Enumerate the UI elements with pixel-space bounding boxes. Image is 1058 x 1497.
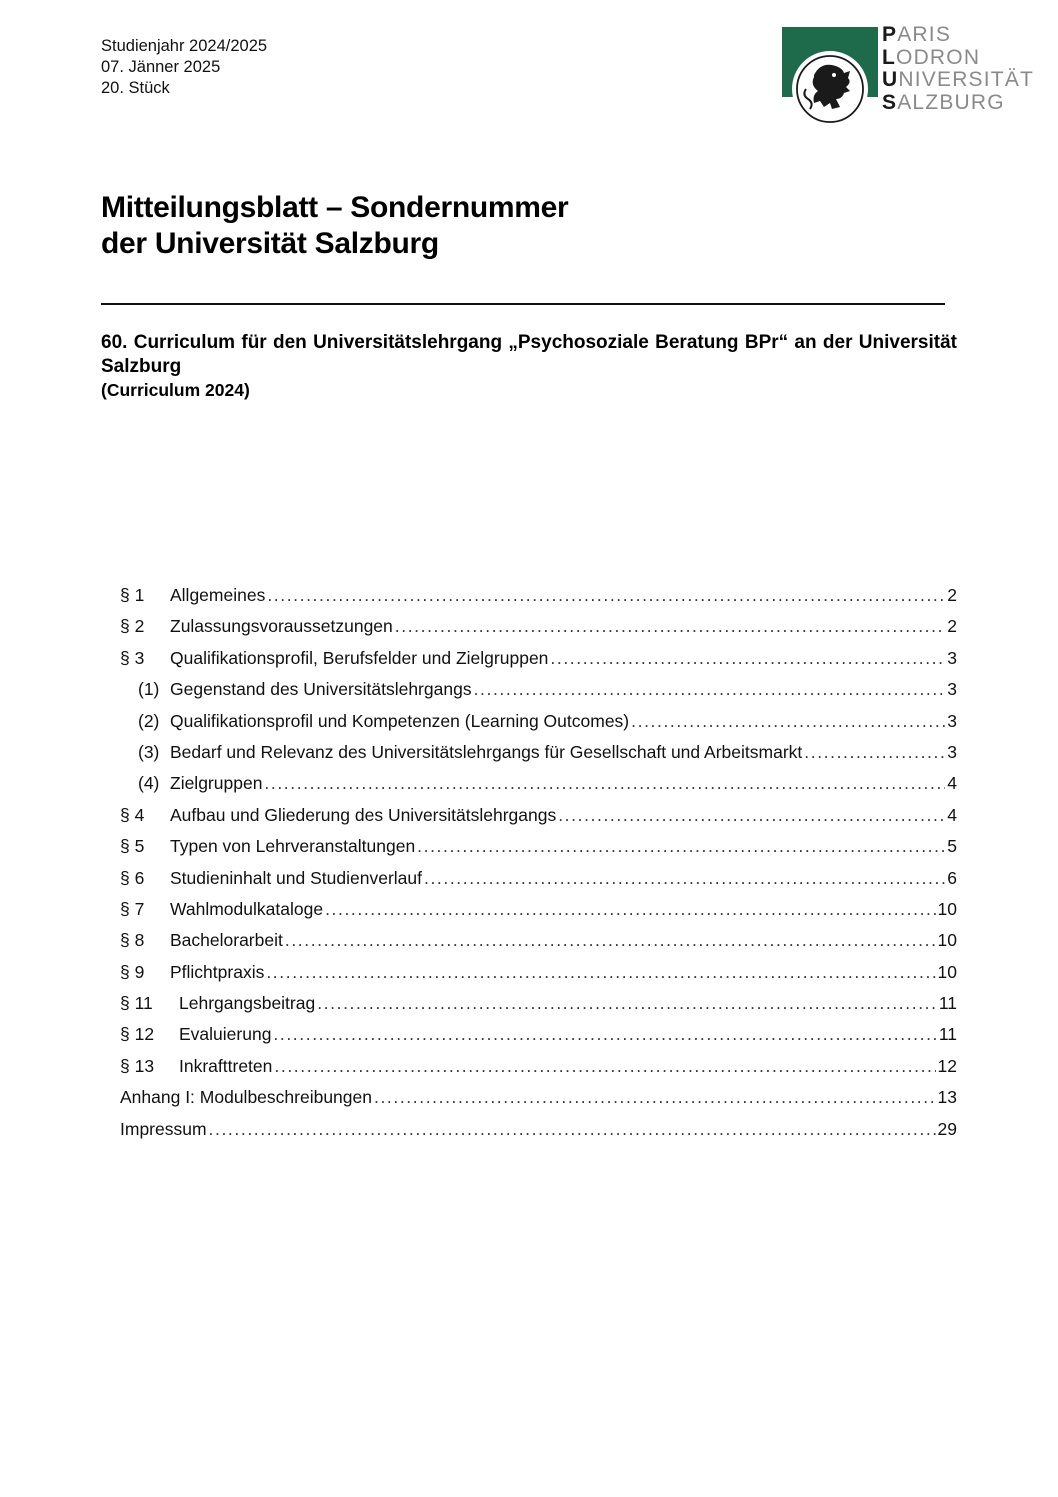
toc-entry-page: 11	[938, 993, 957, 1014]
curriculum-title	[101, 331, 957, 401]
toc-leader-dots	[274, 1053, 935, 1079]
academic-year: Studienjahr 2024/2025	[101, 37, 268, 55]
page-title	[101, 190, 568, 262]
toc-entry[interactable]	[120, 1053, 957, 1084]
toc-entry-label[interactable]: Aufbau und Gliederung des Universitätslehrgangs	[170, 804, 557, 825]
toc-entry[interactable]	[120, 865, 957, 896]
toc-leader-dots	[550, 645, 945, 671]
curriculum-subtitle: (Curriculum 2024)	[101, 380, 250, 400]
toc-entry-page: 29	[937, 1118, 957, 1139]
toc-entry[interactable]	[120, 990, 957, 1021]
toc-leader-dots	[273, 1021, 936, 1047]
toc-entry-number: § 13	[120, 1055, 155, 1076]
toc-entry[interactable]	[120, 582, 957, 613]
toc-entry-label[interactable]: Anhang I: Modulbeschreibungen	[120, 1087, 372, 1108]
toc-entry-number: § 7	[120, 898, 145, 919]
toc-entry-number: § 5	[120, 836, 145, 857]
toc-entry-page: 3	[947, 679, 957, 700]
toc-entry-page: 3	[947, 741, 957, 762]
toc-entry[interactable]	[120, 739, 957, 770]
toc-entry-number: § 11	[120, 993, 153, 1014]
toc-entry-number: § 3	[120, 647, 145, 668]
table-of-contents	[120, 582, 957, 1147]
toc-entry[interactable]	[120, 802, 957, 833]
toc-entry[interactable]	[120, 645, 957, 676]
curriculum-title-text: 60. Curriculum für den Universitätslehrgang „Psychosoziale Beratung BPr“ an der Universität Salzburg	[101, 332, 957, 377]
toc-entry[interactable]	[120, 676, 957, 707]
toc-leader-dots	[374, 1084, 936, 1110]
lion-seal-icon	[782, 27, 878, 125]
toc-leader-dots	[317, 990, 937, 1016]
toc-entry-label[interactable]: Bedarf und Relevanz des Universitätslehrgangs für Gesellschaft und Arbeitsmarkt	[170, 741, 803, 762]
toc-entry-number: (3)	[138, 741, 160, 762]
toc-entry[interactable]	[120, 1084, 957, 1115]
toc-entry-page: 11	[938, 1024, 957, 1045]
toc-entry-number: § 8	[120, 930, 145, 951]
toc-entry-number: § 4	[120, 804, 145, 825]
toc-entry[interactable]	[120, 613, 957, 644]
toc-entry-label[interactable]: Studieninhalt und Studienverlauf	[170, 867, 422, 888]
toc-leader-dots	[267, 582, 945, 608]
toc-entry-page: 3	[947, 647, 957, 668]
toc-entry-label[interactable]: Allgemeines	[170, 585, 266, 605]
toc-entry[interactable]	[120, 896, 957, 927]
toc-entry-page: 6	[947, 867, 957, 888]
toc-entry-page: 10	[937, 898, 957, 919]
toc-entry-label[interactable]: Inkrafttreten	[179, 1055, 273, 1076]
logo-line-universitaet: UNIVERSITÄT	[882, 68, 1035, 91]
toc-entry-number: § 9	[120, 961, 145, 982]
toc-entry-page: 10	[937, 961, 957, 982]
toc-entry-label[interactable]: Bachelorarbeit	[170, 930, 283, 951]
toc-entry[interactable]	[120, 959, 957, 990]
toc-leader-dots	[631, 708, 945, 734]
toc-entry-page: 5	[947, 836, 957, 857]
toc-entry-number: (1)	[138, 679, 160, 700]
logo-line-salzburg: SALZBURG	[882, 90, 1005, 114]
toc-entry-label[interactable]: Qualifikationsprofil, Berufsfelder und Zielgruppen	[170, 647, 549, 668]
toc-entry-label[interactable]: Zielgruppen	[170, 773, 263, 794]
issue-info	[101, 36, 267, 99]
toc-leader-dots	[424, 865, 945, 891]
toc-leader-dots	[417, 833, 945, 859]
toc-entry-page: 13	[937, 1087, 957, 1108]
toc-entry-label[interactable]: Typen von Lehrveranstaltungen	[170, 836, 416, 857]
university-name	[882, 24, 1034, 114]
toc-entry-page: 4	[947, 804, 957, 825]
toc-entry-label[interactable]: Wahlmodulkataloge	[170, 898, 324, 919]
toc-entry-page: 2	[947, 616, 957, 637]
issue-number: 20. Stück	[101, 79, 170, 97]
toc-entry-page: 3	[947, 710, 957, 731]
toc-leader-dots	[264, 770, 945, 796]
toc-entry[interactable]	[120, 927, 957, 958]
toc-leader-dots	[209, 1116, 936, 1142]
toc-entry-number: (4)	[138, 773, 160, 794]
toc-entry-page: 2	[947, 585, 957, 605]
toc-entry-label[interactable]: Gegenstand des Universitätslehrgangs	[170, 679, 472, 700]
logo-line-lodron: LODRON	[882, 45, 981, 69]
toc-entry-label[interactable]: Impressum	[120, 1118, 207, 1139]
toc-entry[interactable]	[120, 708, 957, 739]
toc-entry-number: § 6	[120, 867, 145, 888]
toc-leader-dots	[474, 676, 946, 702]
toc-entry-label[interactable]: Evaluierung	[179, 1024, 272, 1045]
page-title-line-2: der Universität Salzburg	[101, 227, 439, 260]
toc-entry-number: (2)	[138, 710, 160, 731]
title-divider	[101, 303, 945, 305]
toc-entry-label[interactable]: Zulassungsvoraussetzungen	[170, 616, 393, 637]
toc-entry[interactable]	[120, 1021, 957, 1052]
toc-entry[interactable]	[120, 770, 957, 801]
page-title-line-1: Mitteilungsblatt – Sondernummer	[101, 191, 569, 224]
toc-entry[interactable]	[120, 833, 957, 864]
logo-line-paris: PARIS	[882, 23, 952, 46]
issue-date: 07. Jänner 2025	[101, 58, 221, 76]
toc-entry-label[interactable]: Qualifikationsprofil und Kompetenzen (Learning Outcomes)	[170, 710, 630, 731]
toc-entry-page: 12	[937, 1055, 957, 1076]
toc-leader-dots	[395, 613, 945, 639]
toc-entry-label[interactable]: Lehrgangsbeitrag	[179, 993, 316, 1014]
toc-leader-dots	[804, 739, 945, 765]
university-logo	[760, 15, 1050, 150]
toc-leader-dots	[285, 927, 936, 953]
toc-entry-number: § 1	[120, 585, 145, 605]
toc-entry-number: § 12	[120, 1024, 155, 1045]
toc-entry-label[interactable]: Pflichtpraxis	[170, 961, 265, 982]
toc-entry-page: 10	[937, 930, 957, 951]
toc-leader-dots	[325, 896, 935, 922]
toc-entry-number: § 2	[120, 616, 145, 637]
toc-entry-page: 4	[947, 773, 957, 794]
toc-leader-dots	[266, 959, 935, 985]
toc-entry[interactable]	[120, 1116, 957, 1147]
toc-leader-dots	[558, 802, 945, 828]
